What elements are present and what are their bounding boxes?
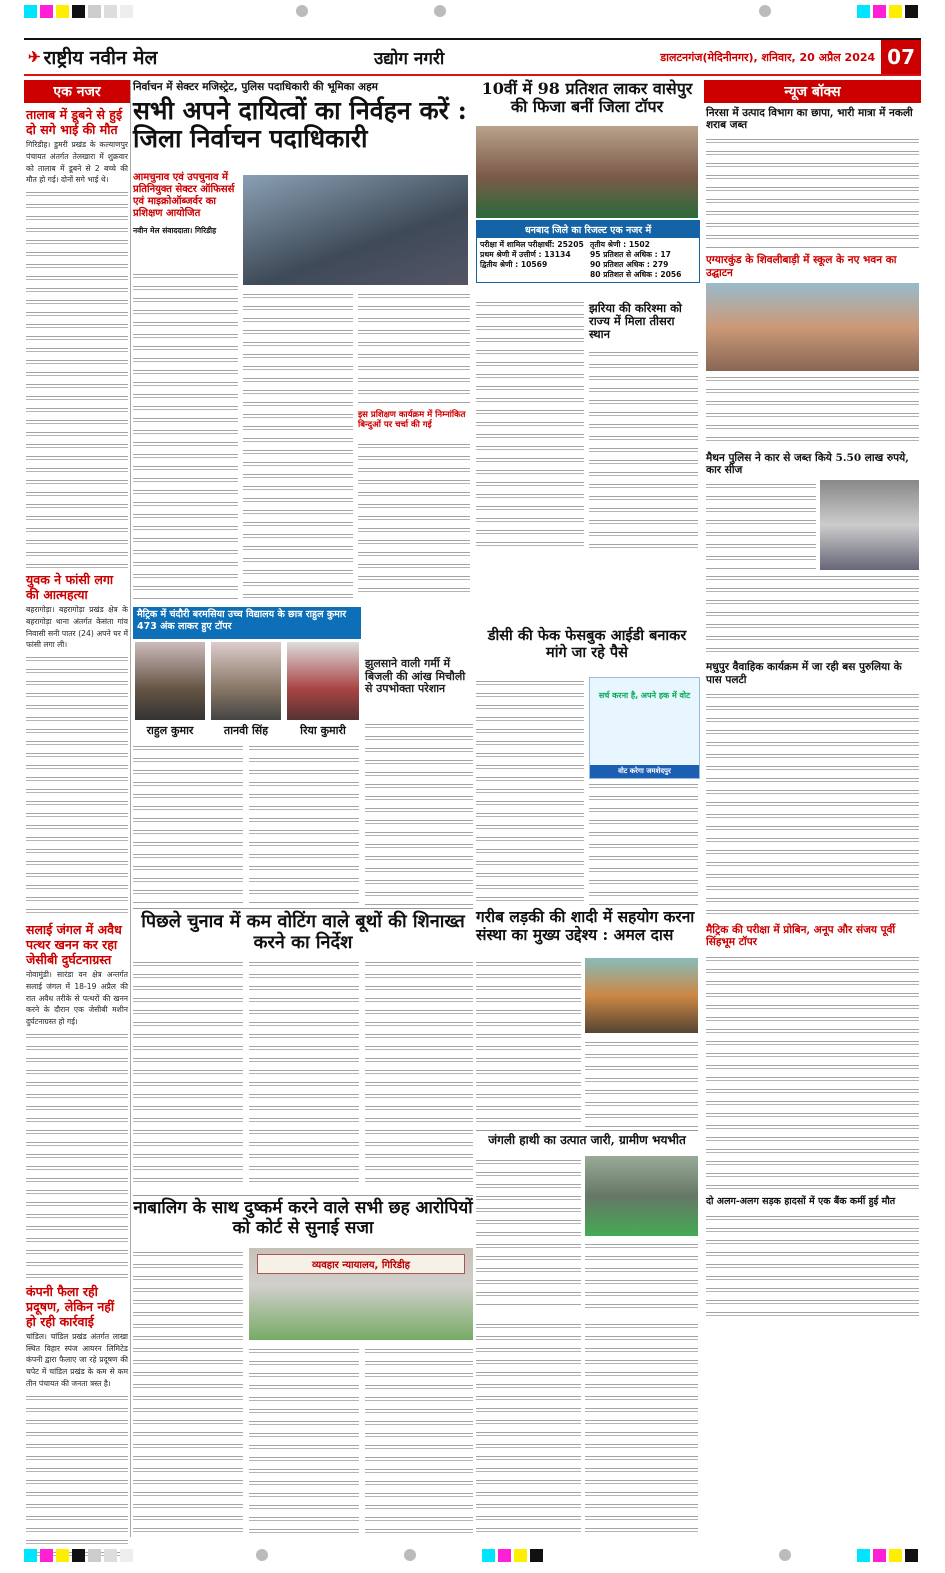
brief-headline: तालाब में डूबने से हुई दो सगे भाई की मौत (26, 107, 123, 137)
fake-profile-poster (589, 677, 700, 779)
story-headline: दो अलग-अलग सड़क हादसों में एक बैंक कर्मी हुई मौत (706, 1195, 896, 1207)
news-box-story (704, 661, 921, 919)
body-text-block (365, 720, 473, 905)
student-photo (135, 642, 205, 720)
story-karishma (589, 302, 698, 342)
stat-item: प्रथम श्रेणी में उत्तीर्ण : 13134 (480, 250, 571, 259)
stat-item: 90 प्रतिशत अधिक : 279 (590, 260, 669, 269)
stat-item: परीक्षा में शामिल परीक्षार्थी: 25205 (480, 240, 584, 249)
body-text-block (365, 958, 473, 1188)
story-election (133, 80, 470, 152)
masthead-title: राष्ट्रीय नवीन मेल (43, 47, 158, 69)
result-panel-title: धनबाद जिले का रिजल्ट एक नजर में (477, 221, 699, 238)
stat-item: 95 प्रतिशत से अधिक : 17 (590, 250, 671, 259)
story-banner: मैट्रिक में चंदौरी बरमसिया उच्च विद्यालय के छात्र राहुल कुमार 473 अंक लाकर हुए टॉपर (133, 607, 361, 639)
body-text-block (133, 1248, 243, 1538)
body-text-block (249, 1345, 359, 1538)
byline: नवीन मेल संवाददाता। गिरिडीह (133, 226, 217, 235)
story-fake-id (476, 628, 698, 661)
poster-banner: वोट करेगा जमशेदपुर (590, 765, 699, 778)
masthead (24, 44, 158, 70)
story-kicker: निर्वाचन में सेक्टर मजिस्ट्रेट, पुलिस पदाधिकारी की भूमिका अहम (133, 81, 378, 93)
result-panel (476, 220, 700, 283)
story-headline: निरसा में उत्पाद विभाग का छापा, भारी मात्रा में नकली शराब जब्त (706, 107, 913, 132)
body-text-block (243, 290, 353, 600)
body-text-block (476, 1320, 581, 1538)
registration-strip-top (24, 4, 921, 18)
body-text-block (133, 270, 238, 600)
body-text-block (249, 742, 359, 904)
stat-item: तृतीय श्रेणी : 1502 (590, 240, 650, 249)
body-text-block (476, 1156, 581, 1306)
stats-right (590, 240, 696, 280)
body-text-block (133, 742, 243, 904)
brief-story (24, 107, 130, 568)
brief-headline: सलाई जंगल में अवैध पत्थर खनन कर रहा जेसीबी दुर्घटनाग्रस्त (26, 922, 122, 968)
registration-strip-bottom (24, 1548, 921, 1562)
stats-left (480, 240, 586, 280)
main-content (133, 80, 698, 1537)
story-headline: मैट्रिक की परीक्षा में प्रोबिन, अनूप और संजय पूर्वी सिंहभूम टॉपर (706, 923, 896, 949)
story-fiza-topper (476, 80, 698, 117)
ngo-event-photo (585, 958, 698, 1033)
student-name: रिया कुमारी (300, 724, 346, 737)
body-text-block (26, 1392, 128, 1562)
masthead-bar (24, 38, 921, 76)
body-text-block (589, 780, 698, 905)
body-text-block (585, 1320, 698, 1538)
seized-car-photo (820, 480, 919, 570)
column-header: न्यूज बॉक्स (704, 80, 921, 103)
page-number: 07 (881, 40, 921, 74)
body-text-block (706, 572, 919, 657)
body-text-block (133, 958, 243, 1188)
story-headline: नाबालिग के साथ दुष्कर्म करने वाले सभी छह आरोपियों को कोर्ट से सुनाई सजा (133, 1198, 473, 1238)
student-photo (211, 642, 281, 720)
brief-headline: युवक ने फांसी लगा की आत्महत्या (26, 572, 114, 603)
body-text-block (585, 1240, 698, 1315)
dateline: डालटनगंज(मेदिनीनगर), शनिवार, 20 अप्रैल 2024 (660, 50, 876, 64)
result-stats (477, 238, 699, 282)
brief-body: नोवामुंडी। सारंडा वन क्षेत्र अन्तर्गत सलाई जंगल में 18-19 अप्रैल की रात अवैध तरीके से पत्थरों की खनन करने के दौरान एक जेसीबी मशीन दुर्घटनाग्रस्त हो गई। (26, 970, 128, 1027)
news-box-story (704, 254, 921, 448)
news-box-story (704, 924, 921, 1193)
body-text-block (365, 1345, 473, 1538)
story-headline: सभी अपने दायित्वों का निर्वहन करें : जिला निर्वाचन पदाधिकारी (133, 96, 467, 153)
story-headline: मधुपुर वैवाहिक कार्यक्रम में जा रही बस पुरुलिया के पास पलटी (706, 661, 902, 686)
brief-body: गिरिडीह। डुमरी प्रखंड के कल्याणपुर पंचायत अंतर्गत तेलखारा में शुक्रवार को तालाब में डूबने से 2 बच्चे की मौत हो गई। दोनों सगे भाई थे। (26, 140, 128, 185)
brief-headline: कंपनी फैला रही प्रदूषण, लेकिन नहीं हो रही कार्रवाई (26, 1283, 115, 1329)
story-headline: गरीब लड़की की शादी में सहयोग करना संस्था का मुख्य उद्देश्य : अमल दास (476, 907, 695, 944)
body-text-block (706, 690, 919, 920)
news-box-story (704, 1197, 921, 1322)
section-name: उद्योग नगरी (373, 48, 445, 69)
brief-body: बहरागोड़ा। बहरागोड़ा प्रखंड क्षेत्र के बहरागोड़ा थाना अंतर्गत केसंता गांव निवासी सनी पातर (24) अपने घर में फांसी लगा ली। (26, 605, 128, 650)
story-blurb-box (133, 172, 238, 236)
poster-text: सर्च करना है, अपने हक में वोट (598, 691, 691, 700)
story-headline: जंगली हाथी का उत्पात जारी, ग्रामीण भयभीत (488, 1133, 686, 1147)
body-text-block (706, 953, 919, 1193)
story-headline: पिछले चुनाव में कम वोटिंग वाले बूथों की शिनाख्त करने का निर्देश (141, 911, 465, 953)
body-text-block (476, 677, 584, 905)
school-inauguration-photo (706, 283, 919, 371)
story-subhead: इस प्रशिक्षण कार्यक्रम में निम्नांकित बिन्दुओं पर चर्चा की गई (358, 410, 466, 431)
brief-story (24, 572, 130, 918)
story-headline: झरिया की करिश्मा को राज्य में मिला तीसरा स्थान (589, 301, 682, 342)
body-text-block (358, 290, 470, 405)
body-text-block (589, 348, 698, 548)
news-box-story (704, 452, 921, 657)
brief-story (24, 1284, 130, 1562)
student-name: राहुल कुमार (146, 724, 194, 737)
story-layout (706, 480, 919, 570)
body-text-block (26, 188, 128, 568)
brief-story (24, 922, 130, 1280)
body-text-block (26, 1030, 128, 1280)
story-headline: 10वीं में 98 प्रतिशत लाकर वासेपुर की फिजा बनीं जिला टॉपर (481, 79, 693, 117)
body-text-block (706, 1212, 919, 1322)
news-box-story (704, 107, 921, 250)
elephant-photo (585, 1156, 698, 1236)
story-blurb: आमचुनाव एवं उपचुनाव में प्रतिनियुक्त सेक्टर ऑफिसर्स एवं माइक्रोऑब्जर्वर का प्रशिक्षण आयोजित (133, 172, 235, 219)
court-signboard: व्यवहार न्यायालय, गिरिडीह (257, 1254, 465, 1274)
column-news-box (704, 80, 921, 1537)
court-photo (249, 1248, 473, 1340)
body-text-block (706, 135, 919, 250)
body-text-block (585, 1038, 698, 1128)
story-low-voting (133, 908, 473, 953)
body-text-block (249, 958, 359, 1188)
body-text-block (476, 298, 584, 550)
story-headline: मैथन पुलिस ने कार से जब्त किये 5.50 लाख रुपये, कार सीज (706, 452, 909, 477)
column-header: एक नजर (24, 80, 130, 103)
stat-item: 80 प्रतिशत से अधिक : 2056 (590, 270, 682, 279)
story-wild-elephant (476, 1130, 698, 1148)
story-court-verdict (133, 1195, 473, 1238)
story-headline: एग्यारकुंड के शिवलीबाड़ी में स्कूल के नए भवन का उद्घाटन (706, 254, 897, 279)
body-text-block (358, 440, 470, 600)
story-electricity (365, 658, 473, 696)
bird-logo-icon: ✈ (28, 48, 41, 66)
body-text-block (706, 373, 919, 448)
story-headline: डीसी की फेक फेसबुक आईडी बनाकर मांगे जा रहे पैसे (487, 627, 687, 661)
story-headline: झुलसाने वाली गर्मी में बिजली की आंख मिचौली से उपभोक्ता परेशान (365, 657, 466, 696)
topper-photo (476, 126, 698, 218)
column-ek-nazar (24, 80, 131, 1537)
story-marriage-aid (476, 908, 698, 944)
training-photo (243, 175, 468, 285)
brief-body: चांडिल। चांडिल प्रखंड अंतर्गत लाखा स्थित विहार स्पंज आयरन लिमिटेड कंपनी द्वारा फैलाए जा रहे प्रदूषण की चपेट में चांडिल प्रखंड के कम से कम तीन पंचायत की जनता त्रस्त है। (26, 1331, 128, 1389)
body-text-block (476, 958, 581, 1128)
student-name: तानवी सिंह (223, 724, 269, 737)
student-photo (287, 642, 359, 720)
body-text-block (706, 480, 816, 570)
body-text-block (26, 653, 128, 918)
stat-item: द्वितीय श्रेणी : 10569 (480, 260, 548, 269)
